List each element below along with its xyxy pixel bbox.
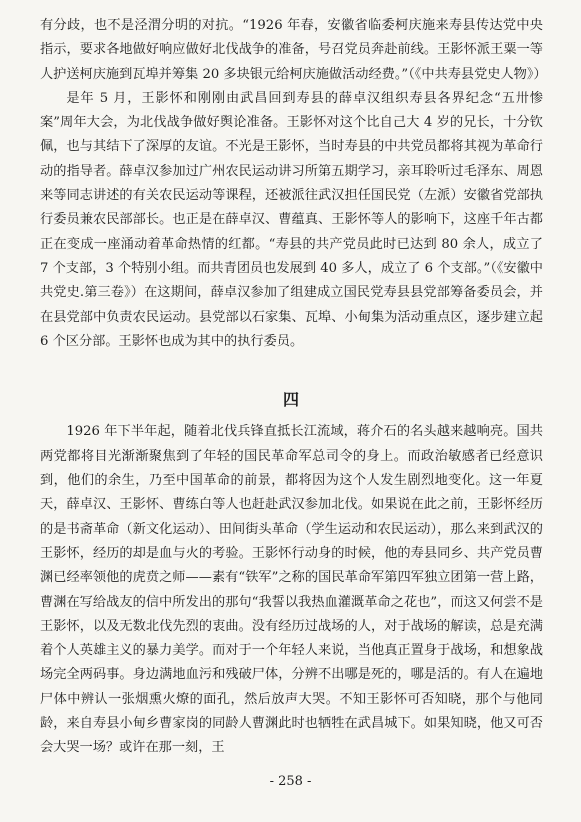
paragraph-2: 是年 5 月，王影怀和刚刚由武昌回到寿县的薛卓汉组织寿县各界纪念“五卅惨案”周年大会，为北伐战争做好舆论准备。王影怀对这个比自己大 4 岁的兄长，十分钦佩，也与其结下了深厚的友谊。不光是王影怀，当时寿县的中共党员都将其视为革命行动的指导者。薛卓汉参加过广州农民运动讲习所第五期学习，亲耳聆听过毛泽东、周恩来等同志讲述的有关农民运动等课程，还被派往武汉担任国民党（左派）安徽省党部执行委员兼农民部部长。也正是在薛卓汉、曹蕴真、王影怀等人的影响下，这座千年古都正在变成一座涌动着革命热情的红都。“寿县的共产党员此时已达到 80 余人，成立了 7 个支部，3 个特别小组。而共青团员也发展到 40 多人，成立了 6 个支部。”（《安徽中共党史.第三卷》）在这期间，薛卓汉参加了组建成立国民党寿县县党部筹备委员会，并在县党部中负责农民运动。县党部以石家集、瓦埠、小甸集为活动重点区，逐步建立起 6 个区分部。王影怀也成为其中的执行委员。 <box>40 90 543 349</box>
section-heading: 四 <box>282 390 300 410</box>
paragraph-1: 有分歧，也不是泾渭分明的对抗。“1926 年春，安徽省临委柯庆施来寿县传达党中央指示，要求各地做好响应做好北伐战争的准备，号召党员奔赴前线。王影怀派王粟一等人护送柯庆施到瓦埠并筹集 20 多块银元给柯庆施做活动经费。”（《中共寿县党史人物》） <box>40 18 547 82</box>
page-number: - 258 - <box>269 774 312 789</box>
paragraph-3: 1926 年下半年起，随着北伐兵锋直抵长江流域，蒋介石的名头越来越响亮。国共两党都将目光渐渐聚焦到了年轻的国民革命军总司令的身上。而政治敏感者已经意识到，他们的余生，乃至中国革命的前景，都将因为这个人发生剧烈地变化。这一年夏天，薛卓汉、王影怀、曹练白等人也赶赴武汉参加北伐。如果说在此之前，王影怀经历的是书斋革命（新文化运动）、田间街头革命（学生运动和农民运动），那么来到武汉的王影怀，经历的却是血与火的考验。王影怀行动身的时候，他的寿县同乡、共产党员曹渊已经率领他的虎贲之师——素有“铁军”之称的国民革命军第四军独立团第一营上路，曹渊在写给战友的信中所发出的那句“我誓以我热血灌溉革命之花也”，而这又何尝不是王影怀，以及无数北伐先烈的衷曲。没有经历过战场的人，对于战场的解读，总是充满着个人英雄主义的暴力美学。而对于一个年轻人来说，当他真正置身于战场，和想象战场完全两码事。身边满地血污和残破尸体，分辨不出哪是死的，哪是活的。有人在遍地尸体中辨认一张烟熏火燎的面孔，然后放声大哭。不知王影怀可否知晓，那个与他同龄，来自寿县小甸乡曹家岗的同龄人曹渊此时也牺牲在武昌城下。如果知晓，他又可否会大哭一场？或许在那一刻，王 <box>40 424 543 756</box>
body-text <box>40 14 547 761</box>
